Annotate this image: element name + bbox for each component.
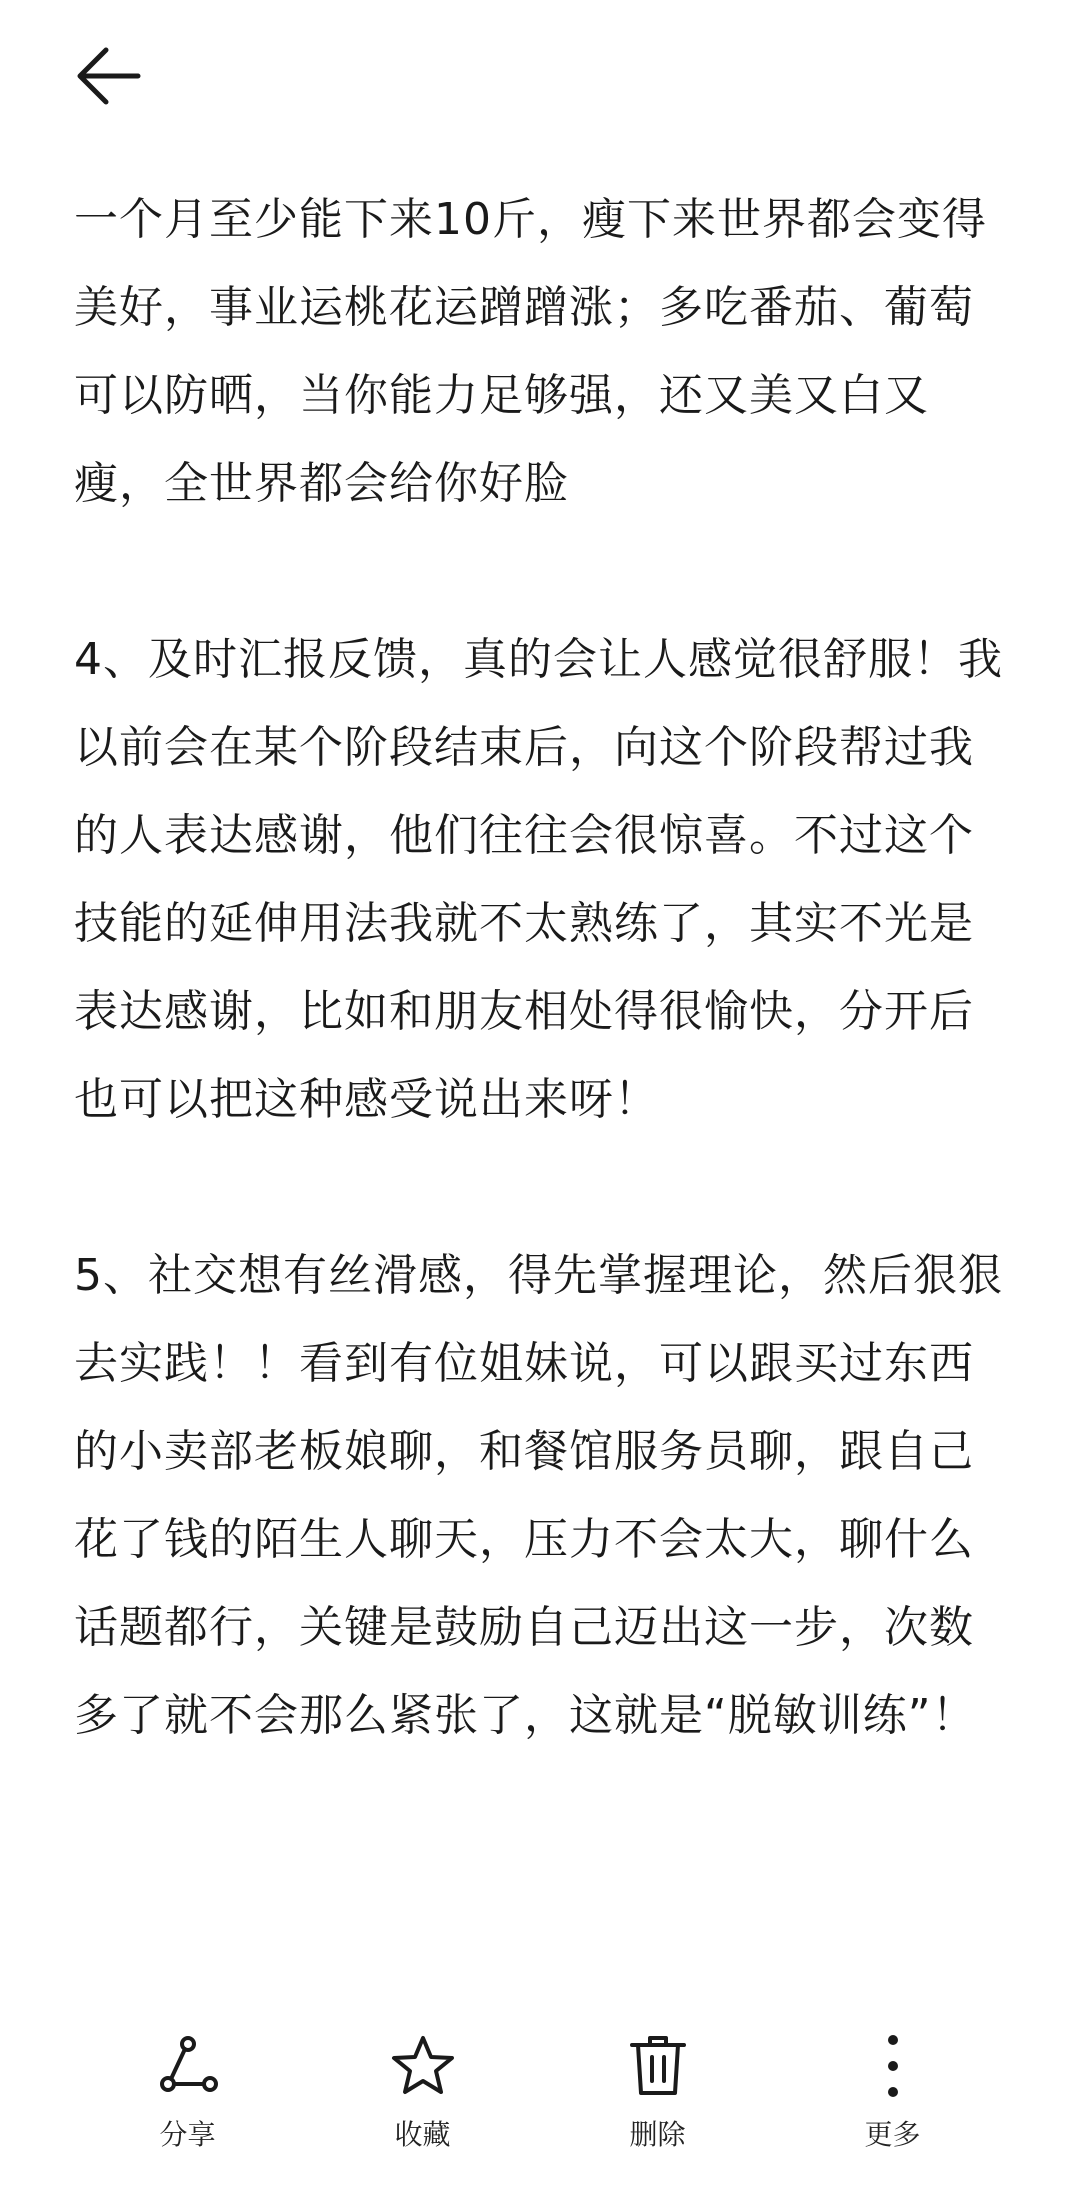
- paragraph: 5、社交想有丝滑感，得先掌握理论，然后狠狠去实践！！看到有位姐妹说，可以跟买过东西的小卖部老板娘聊，和餐馆服务员聊，跟自己花了钱的陌生人聊天，压力不会太大，聊什么话题都行，关键是鼓励自己迈出这一步，次数多了就不会那么紧张了，这就是“脱敏训练”！: [74, 1250, 1003, 1741]
- bottom-toolbar: [0, 2030, 1080, 2186]
- delete-label: 删除: [629, 2118, 686, 2151]
- delete-button[interactable]: [588, 2030, 728, 2152]
- article-body: [74, 176, 1014, 1848]
- more-button[interactable]: [823, 2030, 963, 2152]
- back-button[interactable]: [66, 34, 150, 118]
- favorite-button[interactable]: [353, 2030, 493, 2152]
- paragraph: 4、及时汇报反馈，真的会让人感觉很舒服！我以前会在某个阶段结束后，向这个阶段帮过我的人表达感谢，他们往往会很惊喜。不过这个技能的延伸用法我就不太熟练了，其实不光是表达感谢，比如和朋友相处得很愉快，分开后也可以把这种感受说出来呀！: [74, 634, 1003, 1125]
- more-label: 更多: [864, 2118, 921, 2151]
- share-button[interactable]: [118, 2030, 258, 2152]
- star-icon: [387, 2030, 459, 2102]
- paragraph: 一个月至少能下来10斤，瘦下来世界都会变得美好，事业运桃花运蹭蹭涨；多吃番茄、葡萄可以防晒，当你能力足够强，还又美又白又瘦，全世界都会给你好脸: [74, 194, 987, 509]
- more-vertical-icon: [857, 2030, 929, 2102]
- share-label: 分享: [159, 2118, 216, 2151]
- favorite-label: 收藏: [394, 2118, 451, 2151]
- trash-icon: [622, 2030, 694, 2102]
- arrow-left-icon: [72, 44, 144, 108]
- share-icon: [152, 2030, 224, 2102]
